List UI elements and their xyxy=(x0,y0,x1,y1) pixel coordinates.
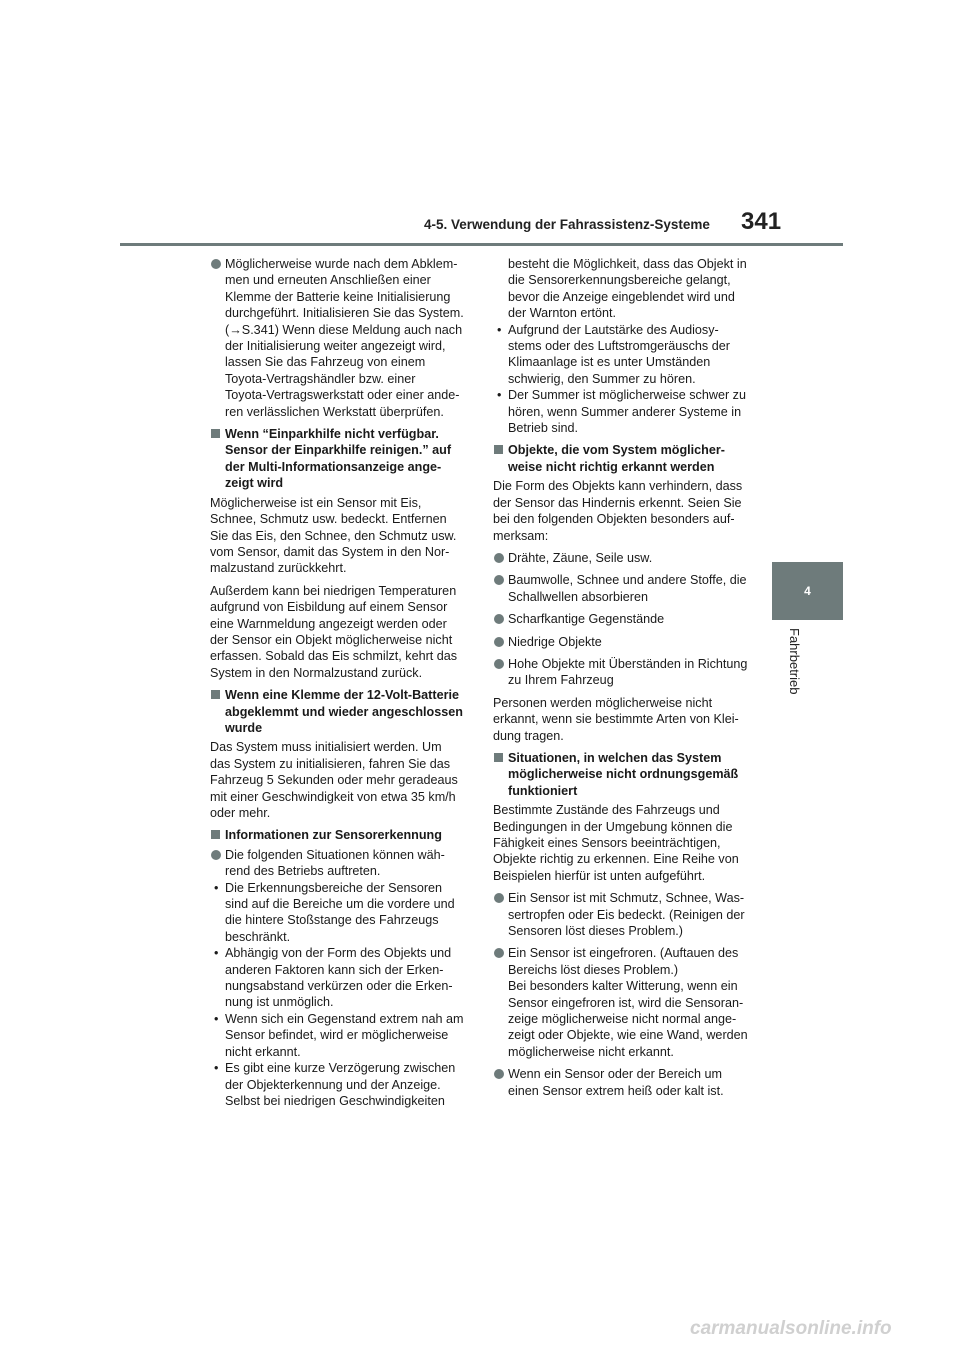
bullet-icon xyxy=(211,850,221,860)
text-line: Sensoren löst dieses Problem.) xyxy=(508,924,683,939)
bullet-icon xyxy=(494,1069,504,1079)
text-line: mit einer Geschwindigkeit von etwa 35 km/h xyxy=(210,789,456,804)
section-heading xyxy=(210,426,468,492)
text-line: Schallwellen absorbieren xyxy=(508,589,649,604)
text-line: Schnee, Schmutz usw. bedeckt. Entfernen xyxy=(210,512,447,527)
section-title: 4-5. Verwendung der Fahrassistenz-Systeme xyxy=(424,217,710,232)
text-line: der Objekterkennung und der Anzeige. xyxy=(225,1077,441,1092)
text-line: eine Warnmeldung angezeigt werden oder xyxy=(210,616,447,631)
text-line: Niedrige Objekte xyxy=(508,634,602,649)
text-line: Beispielen hierfür ist unten aufgeführt. xyxy=(493,868,706,883)
text-line: schwierig, den Summer zu hören. xyxy=(508,371,696,386)
text-line: rend des Betriebs auftreten. xyxy=(225,864,381,879)
bullet-icon xyxy=(494,575,504,585)
text-line: zeigt oder Objekte, wie eine Wand, werden xyxy=(508,1028,748,1043)
text-line: Toyota-Vertragshändler bzw. einer xyxy=(225,371,416,386)
text-line: lassen Sie das Fahrzeug von einem xyxy=(225,355,426,370)
bullet-icon xyxy=(494,553,504,563)
text-line: Toyota-Vertragswerkstatt oder einer ande- xyxy=(225,388,460,403)
heading-line: möglicherweise nicht ordnungsgemäß xyxy=(508,767,739,782)
page-number: 341 xyxy=(741,208,782,235)
text-line: die Sensorerkennungsbereiche gelangt, xyxy=(508,273,731,288)
bullet-icon xyxy=(494,659,504,669)
paragraph xyxy=(493,802,755,884)
small-bullet-icon: • xyxy=(214,946,219,961)
text-line: malzustand zurückkehrt. xyxy=(210,561,347,576)
heading-line: funktioniert xyxy=(508,783,578,798)
small-bullet-icon: • xyxy=(214,880,219,895)
text-line: Abhängig von der Form des Objekts und xyxy=(225,946,452,961)
small-bullet-icon: • xyxy=(214,1011,219,1026)
text-line: Ein Sensor ist mit Schmutz, Schnee, Was- xyxy=(508,891,745,906)
text-line: aufgrund von Eisbildung auf einem Sensor xyxy=(210,600,448,615)
bullet-icon xyxy=(494,893,504,903)
text-line: das System zu initialisieren, fahren Sie das xyxy=(210,756,451,771)
sub-list-item-continued xyxy=(493,256,755,322)
text-line: Sensor befindet, wird er möglicherweise xyxy=(225,1028,449,1043)
text-line: bevor die Anzeige eingeblendet wird und xyxy=(508,289,735,304)
text-line: zeige möglicherweise nicht normal ange- xyxy=(508,1012,737,1027)
text-line: Außerdem kann bei niedrigen Temperaturen xyxy=(210,583,457,598)
text-line: (→S.341) Wenn diese Meldung auch nach xyxy=(225,322,463,337)
small-bullet-icon: • xyxy=(497,322,502,337)
text-line: sind auf die Bereiche um die vordere und xyxy=(225,897,455,912)
square-bullet-icon xyxy=(211,830,220,839)
text-line: Hohe Objekte mit Überständen in Richtung xyxy=(508,656,748,671)
text-line: anderen Faktoren kann sich der Erken- xyxy=(225,962,444,977)
heading-line: Situationen, in welchen das System xyxy=(508,750,722,765)
text-line: Die Form des Objekts kann verhindern, dass xyxy=(493,479,743,494)
text-line: Klemme der Batterie keine Initialisierung xyxy=(225,289,451,304)
square-bullet-icon xyxy=(211,690,220,699)
text-line: Bestimmte Zustände des Fahrzeugs und xyxy=(493,803,720,818)
sub-list-item xyxy=(493,387,755,436)
bullet-icon xyxy=(211,259,221,269)
text-line: merksam: xyxy=(493,528,549,543)
small-bullet-icon: • xyxy=(497,388,502,403)
text-line: hören, wenn Summer anderer Systeme in xyxy=(508,404,742,419)
bullet-item xyxy=(493,634,755,650)
heading-line: Objekte, die vom System möglicher- xyxy=(508,443,725,458)
chapter-number: 4 xyxy=(804,584,811,598)
text-line: Wenn sich ein Gegenstand extrem nah am xyxy=(225,1011,464,1026)
text-line: der Initialisierung weiter angezeigt wird, xyxy=(225,339,446,354)
bullet-item xyxy=(210,847,468,880)
text-line: Die folgenden Situationen können wäh- xyxy=(225,847,445,862)
text-line: Klimaanlage ist es unter Umständen xyxy=(508,355,711,370)
bullet-item xyxy=(493,1066,755,1099)
text-line: oder mehr. xyxy=(210,806,271,820)
text-line: besteht die Möglichkeit, dass das Objekt in xyxy=(508,257,747,271)
text-line: erfassen. Sobald das Eis schmilzt, kehrt das xyxy=(210,649,458,664)
text-line: die hintere Stoßstange des Fahrzeugs xyxy=(225,913,439,928)
paragraph xyxy=(210,583,468,681)
text-line: Sie das Eis, den Schnee, den Schmutz usw. xyxy=(210,528,457,543)
chapter-tab xyxy=(772,562,843,620)
bullet-item xyxy=(493,550,755,566)
text-line: einen Sensor extrem heiß oder kalt ist. xyxy=(508,1083,724,1098)
square-bullet-icon xyxy=(211,429,220,438)
text-line: der Sensor das Hindernis erkennt. Seien Sie xyxy=(493,495,742,510)
text-line: Baumwolle, Schnee und andere Stoffe, die xyxy=(508,573,747,588)
text-line: nung ist unmöglich. xyxy=(225,995,334,1010)
text-line: Möglicherweise wurde nach dem Abklem- xyxy=(225,257,458,271)
text-line: Bedingungen in der Umgebung können die xyxy=(493,819,733,834)
text-line: System in den Normalzustand zurück. xyxy=(210,665,423,680)
heading-line: weise nicht richtig erkannt werden xyxy=(508,459,715,474)
text-line: Scharfkantige Gegenstände xyxy=(508,612,665,627)
text-line: zu Ihrem Fahrzeug xyxy=(508,673,614,688)
sub-list-item xyxy=(210,1011,468,1060)
text-line: möglicherweise nicht erkannt. xyxy=(508,1044,674,1059)
text-line: Möglicherweise ist ein Sensor mit Eis, xyxy=(210,495,422,510)
text-line: Das System muss initialisiert werden. Um xyxy=(210,740,442,755)
text-line: sertropfen oder Eis bedeckt. (Reinigen der xyxy=(508,907,745,922)
text-line: stems oder des Luftstromgeräuschs der xyxy=(508,339,730,354)
small-bullet-icon: • xyxy=(214,1061,219,1076)
chapter-label: Fahrbetrieb xyxy=(787,628,802,695)
bullet-icon xyxy=(494,614,504,624)
heading-line: Wenn eine Klemme der 12-Volt-Batterie xyxy=(225,688,459,703)
text-line: erkannt, wenn sie bestimmte Arten von Klei- xyxy=(493,712,739,727)
heading-line: Informationen zur Sensorerkennung xyxy=(225,828,442,843)
text-line: der Sensor ein Objekt möglicherweise nicht xyxy=(210,632,453,647)
paragraph xyxy=(210,495,468,577)
square-bullet-icon xyxy=(494,753,503,762)
bullet-item xyxy=(493,611,755,627)
text-line: nicht erkannt. xyxy=(225,1044,301,1059)
bullet-item xyxy=(493,890,755,939)
bullet-item xyxy=(493,945,755,1060)
sub-list-item xyxy=(210,880,468,946)
text-line: Ein Sensor ist eingefroren. (Auftauen des xyxy=(508,946,739,961)
text-line: der Warnton ertönt. xyxy=(508,306,617,321)
text-line: Betrieb sind. xyxy=(508,421,579,436)
heading-line: zeigt wird xyxy=(225,476,284,491)
paragraph xyxy=(493,695,755,744)
section-heading xyxy=(210,687,468,736)
paragraph xyxy=(493,478,755,544)
text-line: Drähte, Zäune, Seile usw. xyxy=(508,550,653,565)
watermark: carmanualsonline.info xyxy=(690,1318,892,1339)
text-line: nungsabstand verkürzen oder die Erken- xyxy=(225,979,453,994)
text-line: Aufgrund der Lautstärke des Audiosy- xyxy=(508,322,719,337)
square-bullet-icon xyxy=(494,445,503,454)
sub-list-item xyxy=(210,945,468,1011)
heading-line: wurde xyxy=(225,720,263,735)
header-rule xyxy=(120,243,843,246)
heading-line: Sensor der Einparkhilfe reinigen.” auf xyxy=(225,443,452,458)
text-line: Wenn ein Sensor oder der Bereich um xyxy=(508,1067,722,1082)
text-line: Der Summer ist möglicherweise schwer zu xyxy=(508,388,746,403)
paragraph xyxy=(210,739,468,821)
text-line: dung tragen. xyxy=(493,728,564,743)
left-column xyxy=(210,256,468,1109)
heading-line: abgeklemmt und wieder angeschlossen xyxy=(225,704,463,719)
text-line: Selbst bei niedrigen Geschwindigkeiten xyxy=(225,1093,445,1108)
text-line: Objekte richtig zu erkennen. Eine Reihe von xyxy=(493,852,739,867)
text-line: vom Sensor, damit das System in den Nor- xyxy=(210,544,450,559)
text-line: Fahrzeug 5 Sekunden oder mehr geradeaus xyxy=(210,773,458,788)
text-line: Die Erkennungsbereiche der Sensoren xyxy=(225,880,443,895)
sub-list-item xyxy=(493,322,755,388)
bullet-item xyxy=(493,572,755,605)
heading-line: Wenn “Einparkhilfe nicht verfügbar. xyxy=(225,427,439,442)
text-line: ren verlässlichen Werkstatt überprüfen. xyxy=(225,404,444,419)
text-line: durchgeführt. Initialisieren Sie das System. xyxy=(225,306,464,321)
text-line: Personen werden möglicherweise nicht xyxy=(493,695,713,710)
text-line: Sensor eingefroren ist, wird die Sensoran- xyxy=(508,995,744,1010)
section-heading xyxy=(493,750,755,799)
text-line: bei den folgenden Objekten besonders auf- xyxy=(493,512,735,527)
text-line: Bereichs löst dieses Problem.) xyxy=(508,962,679,977)
text-line: beschränkt. xyxy=(225,929,291,944)
section-heading xyxy=(210,827,468,843)
sub-list-item xyxy=(210,1060,468,1109)
section-heading xyxy=(493,442,755,475)
text-line: men und erneuten Anschließen einer xyxy=(225,273,431,288)
bullet-item xyxy=(493,656,755,689)
bullet-icon xyxy=(494,948,504,958)
text-line: Fähigkeit eines Sensors beeinträchtigen, xyxy=(493,836,721,850)
text-line: Es gibt eine kurze Verzögerung zwischen xyxy=(225,1061,456,1076)
bullet-icon xyxy=(494,637,504,647)
bullet-item xyxy=(210,256,468,420)
heading-line: der Multi-Informationsanzeige ange- xyxy=(225,459,442,474)
text-line: Bei besonders kalter Witterung, wenn ein xyxy=(508,979,738,994)
right-column xyxy=(493,256,755,1105)
